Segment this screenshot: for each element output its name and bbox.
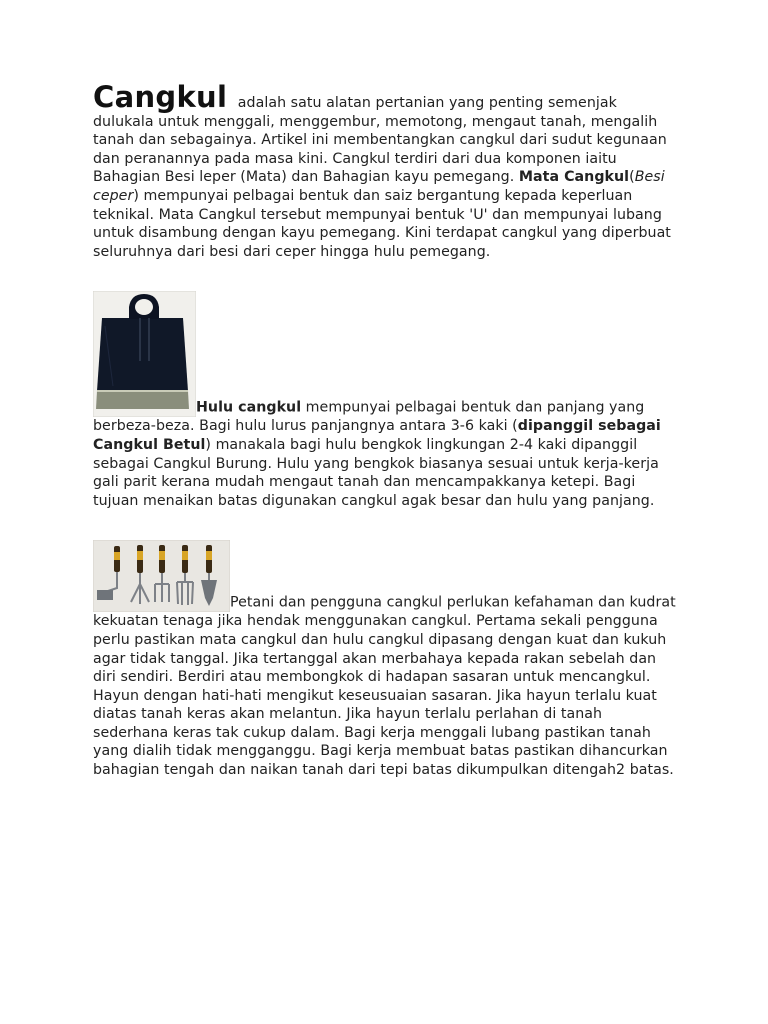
hulu-text-b: ) manakala bagi hulu bengkok lingkungan 2-4 kaki dipanggil sebagai Cangkul Burung. Hulu yang bengkok biasanya sesuai untuk kerja-kerja gali parit kerana mudah mengaut tanah dan mencampakkanya ketepi. Bagi tujuan menaikan batas digunakan cangkul agak besar dan hulu yang panjang. (93, 436, 659, 509)
besi-ceper-term: Besi ceper (93, 169, 665, 204)
hoe-blade-image (93, 291, 196, 417)
garden-tools-image (93, 540, 230, 612)
paragraph-intro (93, 80, 678, 261)
mata-cangkul-term: Mata Cangkul (518, 169, 630, 186)
cangkul-betul-term: dipanggil sebagai Cangkul Betul (93, 418, 661, 453)
paren-open: ( (629, 169, 635, 186)
document-title: Cangkul (93, 80, 228, 114)
document-body (93, 80, 678, 780)
paragraph-penggunaan (93, 540, 678, 779)
penggunaan-text: Petani dan pengguna cangkul perlukan kefahaman dan kudrat kekuatan tenaga jika hendak menggunakan cangkul. Pertama sekali pengguna perlu pastikan mata cangkul dan hulu cangkul dipasang dengan kuat dan kukuh agar tidak tanggal. Jika tertanggal akan merbahaya kepada rakan sebelah dan diri sendiri. Berdiri atau membongkok di hadapan sasaran untuk mencangkul. Hayun dengan hati-hati mengikut keseusuaian sasaran. Jika hayun terlalu kuat diatas tanah keras akan melantun. Jika hayun terlalu perlahan di tanah sederhana keras tak cukup dalam. Bagi kerja menggali lubang pastikan tanah yang dialih tidak mengganggu. Bagi kerja membuat batas pastikan dihancurkan bahagian tengah dan naikan tanah dari tepi batas dikumpulkan ditengah2 batas. (93, 594, 676, 779)
hulu-cangkul-term: Hulu cangkul (196, 399, 302, 416)
section-penggunaan (93, 540, 678, 779)
hulu-text-a: mempunyai pelbagai bentuk dan panjang yang berbeza-beza. Bagi hulu lurus panjangnya antara 3-6 kaki ( (93, 399, 645, 435)
mata-cangkul-text: ) mempunyai pelbagai bentuk dan saiz bergantung kepada keperluan teknikal. Mata Cangkul tersebut mempunyai bentuk 'U' dan mempunyai lubang untuk disambung dengan kayu pemegang. Kini terdapat cangkul yang diperbuat seluruhnya dari besi dari ceper hingga hulu pemegang. (93, 187, 671, 260)
section-hulu (93, 291, 678, 510)
paragraph-hulu (93, 291, 678, 510)
intro-text: adalah satu alatan pertanian yang penting semenjak dulukala untuk menggali, menggembur, memotong, mengaut tanah, mengalih tanah dan sebagainya. Artikel ini membentangkan cangkul dari sudut kegunaan dan peranannya pada masa kini. Cangkul terdiri dari dua komponen iaitu Bahagian Besi leper (Mata) dan Bahagian kayu pemegang. (93, 95, 667, 186)
